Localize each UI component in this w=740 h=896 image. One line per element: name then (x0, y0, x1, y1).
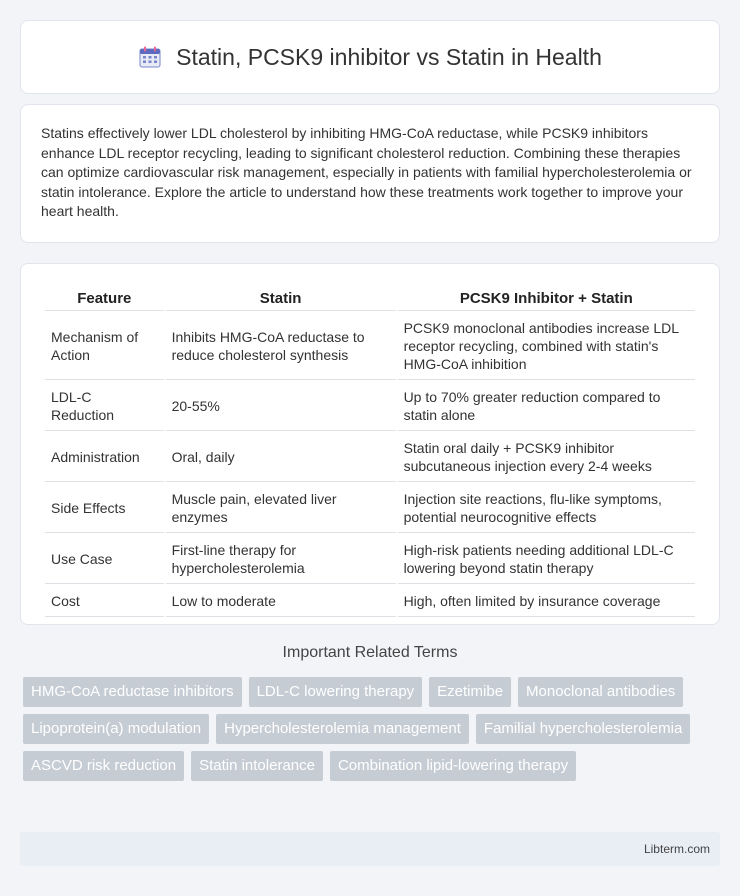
related-terms-title: Important Related Terms (282, 644, 458, 661)
table-cell: First-line therapy for hypercholesterolemia (166, 535, 396, 584)
table-row (45, 433, 695, 482)
table-cell: Inhibits HMG-CoA reductase to reduce cholesterol synthesis (166, 313, 396, 380)
comparison-table (43, 284, 697, 619)
table-header-row (45, 286, 695, 311)
related-terms-list (23, 677, 723, 788)
column-header-combination: PCSK9 Inhibitor + Statin (398, 286, 695, 311)
table-cell: 20-55% (166, 382, 396, 431)
table-row (45, 586, 695, 617)
related-term-tag[interactable]: Monoclonal antibodies (518, 677, 683, 707)
column-header-statin: Statin (166, 286, 396, 311)
table-cell: High-risk patients needing additional LDL-C lowering beyond statin therapy (398, 535, 695, 584)
related-term-tag[interactable]: ASCVD risk reduction (23, 751, 184, 781)
intro-text: Statins effectively lower LDL cholesterol by inhibiting HMG-CoA reductase, while PCSK9 inhibitors enhance LDL receptor recycling, leading to significant cholesterol reduction. Combining these therapies can optimize cardiovascular risk management, especially in patients with familial hypercholesterolemia or statin intolerance. Explore the article to understand how these treatments work together to improve your heart health. (41, 125, 692, 219)
table-cell: Mechanism of Action (45, 313, 164, 380)
column-header-feature: Feature (45, 286, 164, 311)
table-cell: Muscle pain, elevated liver enzymes (166, 484, 396, 533)
related-term-tag[interactable]: Hypercholesterolemia management (216, 714, 469, 744)
table-cell: Cost (45, 586, 164, 617)
table-cell: Side Effects (45, 484, 164, 533)
table-row (45, 313, 695, 380)
table-cell: Up to 70% greater reduction compared to statin alone (398, 382, 695, 431)
table-cell: PCSK9 monoclonal antibodies increase LDL receptor recycling, combined with statin's HMG-CoA inhibition (398, 313, 695, 380)
table-cell: Oral, daily (166, 433, 396, 482)
table-row (45, 484, 695, 533)
related-term-tag[interactable]: Statin intolerance (191, 751, 323, 781)
table-row (45, 382, 695, 431)
table-cell: Administration (45, 433, 164, 482)
header-card (20, 20, 720, 94)
intro-card (20, 104, 720, 243)
related-term-tag[interactable]: HMG-CoA reductase inhibitors (23, 677, 242, 707)
related-term-tag[interactable]: LDL-C lowering therapy (249, 677, 423, 707)
footer-site-link[interactable]: Libterm.com (643, 842, 710, 856)
footer (20, 832, 720, 866)
related-term-tag[interactable]: Familial hypercholesterolemia (476, 714, 690, 744)
related-term-tag[interactable]: Lipoprotein(a) modulation (23, 714, 209, 744)
related-term-tag[interactable]: Combination lipid-lowering therapy (330, 751, 576, 781)
table-row (45, 535, 695, 584)
comparison-table-card (20, 263, 720, 625)
table-cell: LDL-C Reduction (45, 382, 164, 431)
related-term-tag[interactable]: Ezetimibe (429, 677, 511, 707)
table-cell: High, often limited by insurance coverage (398, 586, 695, 617)
calendar-icon (138, 45, 162, 69)
page-title: Statin, PCSK9 inhibitor vs Statin in Health (176, 43, 602, 70)
table-cell: Statin oral daily + PCSK9 inhibitor subcutaneous injection every 2-4 weeks (398, 433, 695, 482)
table-cell: Use Case (45, 535, 164, 584)
table-cell: Low to moderate (166, 586, 396, 617)
table-cell: Injection site reactions, flu-like symptoms, potential neurocognitive effects (398, 484, 695, 533)
